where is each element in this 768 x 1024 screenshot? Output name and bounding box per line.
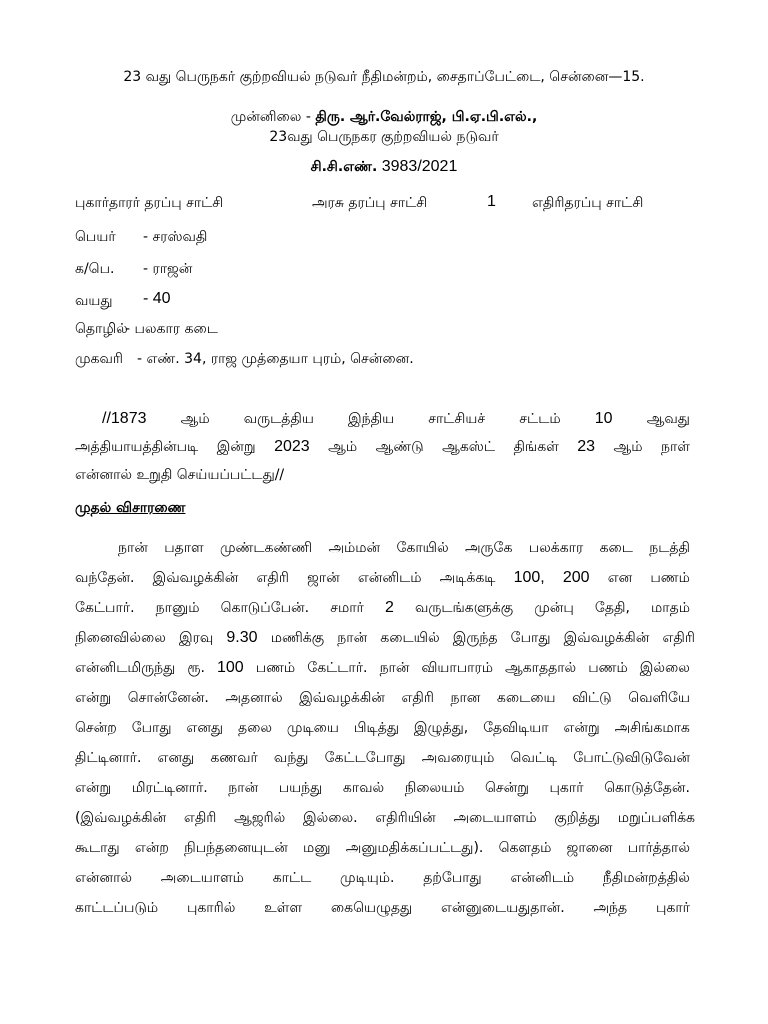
word: வியாபாரம் <box>421 660 493 676</box>
word: இவ்வழக்கின் <box>152 570 239 586</box>
presence-prefix: முன்னிலை - <box>230 109 311 125</box>
case-number: 3983/2021 <box>381 158 458 175</box>
testimony-line <box>75 779 690 797</box>
word: உள்ள <box>264 900 303 916</box>
word: 100 <box>216 659 244 676</box>
word: முன்பு <box>534 600 574 616</box>
word: கூடாது <box>75 840 120 856</box>
word: 200 <box>562 569 590 586</box>
presence-line <box>0 108 768 126</box>
word: அடையாளம் <box>453 810 537 826</box>
testimony-line <box>75 569 690 587</box>
word: 23 <box>577 438 596 455</box>
testimony-line <box>75 869 690 887</box>
word: நிலையம் <box>404 780 465 796</box>
word: புகார் <box>549 780 584 796</box>
word: பணம் <box>650 570 690 586</box>
witness-name-label: பெயர் <box>75 229 116 245</box>
word: மிரட்டினார். <box>131 780 208 796</box>
word: அந்த <box>593 900 628 916</box>
word: என்னுடையதுதான். <box>440 900 565 916</box>
word: சட்டம் <box>519 411 561 427</box>
word: 10 <box>594 410 613 427</box>
word: 9.30 <box>226 629 258 646</box>
prosecution-witness-number: 1 <box>487 193 496 210</box>
word: ஆகஸ்ட் <box>442 439 495 455</box>
oath-line-1 <box>102 410 690 428</box>
word: புகாரில் <box>186 900 236 916</box>
word: மனு <box>303 840 331 856</box>
word: கோயில் <box>396 540 449 556</box>
testimony-line <box>75 749 690 767</box>
word: நீதிமன்றத்தில் <box>602 870 690 886</box>
word: பயந்து <box>278 780 323 796</box>
word: இன்று <box>216 439 256 455</box>
word: நான் <box>337 630 368 646</box>
word: பார்த்தால் <box>627 840 690 856</box>
word: கொடுத்தேன். <box>604 780 690 796</box>
word: ஆம் <box>613 439 643 455</box>
word: திங்கள் <box>513 439 559 455</box>
word: வருடத்திய <box>243 411 314 427</box>
word: ஆவது <box>646 411 690 427</box>
word: அசிங்கமாக <box>614 720 690 736</box>
word: காவல் <box>342 780 385 796</box>
word: நானும் <box>155 600 200 616</box>
word: சொன்னேன். <box>127 690 209 706</box>
word: முடியை <box>286 720 339 736</box>
word: சாட்சியச் <box>428 411 486 427</box>
word: என்னிடம் <box>510 870 575 886</box>
word: இந்திய <box>348 411 395 427</box>
word: வந்து <box>273 750 309 766</box>
word: கடை <box>599 540 633 556</box>
word: கடையில் <box>380 630 440 646</box>
word: சென்று <box>485 780 529 796</box>
word: கேட்டபோது <box>324 750 406 766</box>
word: பணம் <box>255 660 296 676</box>
witness-occupation-label: தொழில் <box>75 321 128 337</box>
word: முண்டகண்ணி <box>220 540 313 556</box>
word: பிடித்து <box>353 720 399 736</box>
word: எதிரி <box>662 630 695 646</box>
word: என <box>607 570 633 586</box>
word: கடையை <box>496 690 556 706</box>
word: 2023 <box>274 438 310 455</box>
court-title: 23 வது பெருநகர் குற்றவியல் நடுவர் நீதிமன்றம், சைதாப்பேட்டை, சென்னை—15. <box>123 69 645 85</box>
word: ஜானை <box>566 840 613 856</box>
word: நான் <box>118 540 148 556</box>
word: அதனால் <box>225 690 283 706</box>
word: ரூ. <box>187 660 205 676</box>
word: மறுப்பளிக்க <box>617 810 695 826</box>
witness-husband-label: க/பெ. <box>75 261 115 277</box>
word: திட்டினார். <box>75 750 142 766</box>
testimony-line <box>75 809 695 827</box>
word: போது <box>510 630 551 646</box>
word: பலக்கார <box>528 540 584 556</box>
word: (இவ்வழக்கின் <box>75 810 167 826</box>
word: அடையாளம் <box>160 870 244 886</box>
prosecution-witness-label: அரசு தரப்பு சாட்சி <box>312 195 428 211</box>
word: தலை <box>237 720 272 736</box>
word: கௌதம் <box>498 840 552 856</box>
word: அம்மன் <box>328 540 381 556</box>
judge-designation: 23வது பெருநகர குற்றவியல் நடுவர் <box>269 129 499 145</box>
word: என்ற <box>134 840 169 856</box>
word: சமார் <box>330 600 364 616</box>
word: வருடங்களுக்கு <box>415 600 514 616</box>
word: போது <box>131 720 172 736</box>
word: சென்ற <box>75 720 117 736</box>
word: என்னிடமிருந்து <box>75 660 176 676</box>
word: எனது <box>157 750 195 766</box>
word: என்று <box>75 780 112 796</box>
oath-line-2 <box>75 438 690 456</box>
word: தேதி, <box>594 600 630 616</box>
witness-age-value: - 40 <box>143 290 171 307</box>
word: குறித்து <box>554 810 601 826</box>
word: அடிக்கடி <box>439 570 496 586</box>
word: ஜான் <box>307 570 340 586</box>
word: காட்டப்படும் <box>75 900 159 916</box>
word: காட்ட <box>272 870 312 886</box>
testimony-line <box>75 689 690 707</box>
complainant-witness-label: புகார்தாரர் தரப்பு சாட்சி <box>75 195 224 211</box>
word: என்று <box>563 720 600 736</box>
word: எதிரி <box>183 810 217 826</box>
testimony-line <box>75 599 690 617</box>
word: இவ்வழக்கின் <box>299 690 385 706</box>
word: தற்போது <box>423 870 482 886</box>
word: நடத்தி <box>649 540 690 556</box>
word: கேட்டார். <box>307 660 368 676</box>
testimony-line <box>75 659 690 677</box>
witness-address-label: முகவரி <box>75 351 123 367</box>
witness-age-label: வயது <box>75 293 113 309</box>
oath-line-3: என்னால் உறுதி செய்யப்பட்டது// <box>75 467 285 483</box>
word: இழுத்து, <box>413 720 469 736</box>
word: கேட்பார். <box>75 600 135 616</box>
word: நான் <box>228 780 259 796</box>
case-number-line <box>0 158 768 176</box>
word: போட்டுவிடுவேன் <box>573 750 690 766</box>
word: இரவு <box>179 630 214 646</box>
word: பதாள <box>164 540 204 556</box>
word: கையெழுதது <box>330 900 413 916</box>
word: வந்தேன். <box>75 570 135 586</box>
word: ஆஜரில் <box>234 810 286 826</box>
word: என்று <box>75 690 112 706</box>
word: என்னிடம் <box>357 570 422 586</box>
word: ஆகாததால் <box>505 660 577 676</box>
word: விட்டு <box>572 690 612 706</box>
word: எதிரி <box>401 690 434 706</box>
word: வெளியே <box>628 690 690 706</box>
word: கொடுப்பேன். <box>220 600 310 616</box>
word: தேவிடியா <box>483 720 549 736</box>
word: இல்லை. <box>302 810 358 826</box>
word: 100, <box>513 569 545 586</box>
case-label: சி.சி.எண். <box>310 159 378 175</box>
word: ஆண்டு <box>375 439 424 455</box>
word: இருந்த <box>452 630 498 646</box>
word: ஆம் <box>328 439 358 455</box>
word: பணம் <box>588 660 628 676</box>
word: நிபந்தனையுடன் <box>184 840 288 856</box>
word: இல்லை <box>639 660 690 676</box>
word: 2 <box>384 599 394 616</box>
word: மணிக்கு <box>270 630 325 646</box>
testimony-line <box>75 839 690 857</box>
defence-witness-label: எதிரிதரப்பு சாட்சி <box>532 195 644 211</box>
witness-husband-value: - ராஜன் <box>143 261 193 277</box>
word: எதிரி <box>256 570 289 586</box>
word: நான <box>450 690 481 706</box>
word: நாள் <box>661 439 690 455</box>
word: கணவர் <box>210 750 258 766</box>
witness-address-value: - எண். 34, ராஜ முத்தையா புரம், சென்னை. <box>137 351 414 367</box>
word: புகார் <box>655 900 690 916</box>
word: எனது <box>186 720 224 736</box>
judge-name: திரு. ஆர்.வேல்ராஜ், பி.ஏ.பி.எல்., <box>315 109 538 125</box>
word: எதிரியின் <box>375 810 436 826</box>
word: நான் <box>379 660 410 676</box>
witness-occupation-value: - பலகார கடை <box>125 321 218 337</box>
word: நினைவில்லை <box>75 630 166 646</box>
word: இவ்வழக்கின் <box>563 630 650 646</box>
word: அவரையும் <box>421 750 495 766</box>
section-heading: முதல் விசாரணை <box>75 500 186 516</box>
witness-name-value: - சரஸ்வதி <box>143 229 208 245</box>
testimony-line <box>75 719 690 737</box>
word: முடியும். <box>340 870 395 886</box>
word: வெட்டி <box>510 750 558 766</box>
word: என்னால் <box>75 870 133 886</box>
word: அத்தியாயத்தின்படி <box>75 439 199 455</box>
word: அருகே <box>464 540 513 556</box>
word: ஆம் <box>180 411 210 427</box>
word: மாதம் <box>651 600 690 616</box>
testimony-line <box>75 629 695 647</box>
word: //1873 <box>102 410 147 427</box>
testimony-line <box>75 899 690 917</box>
word: அனுமதிக்கப்பட்டது). <box>345 840 484 856</box>
testimony-line <box>118 539 690 557</box>
